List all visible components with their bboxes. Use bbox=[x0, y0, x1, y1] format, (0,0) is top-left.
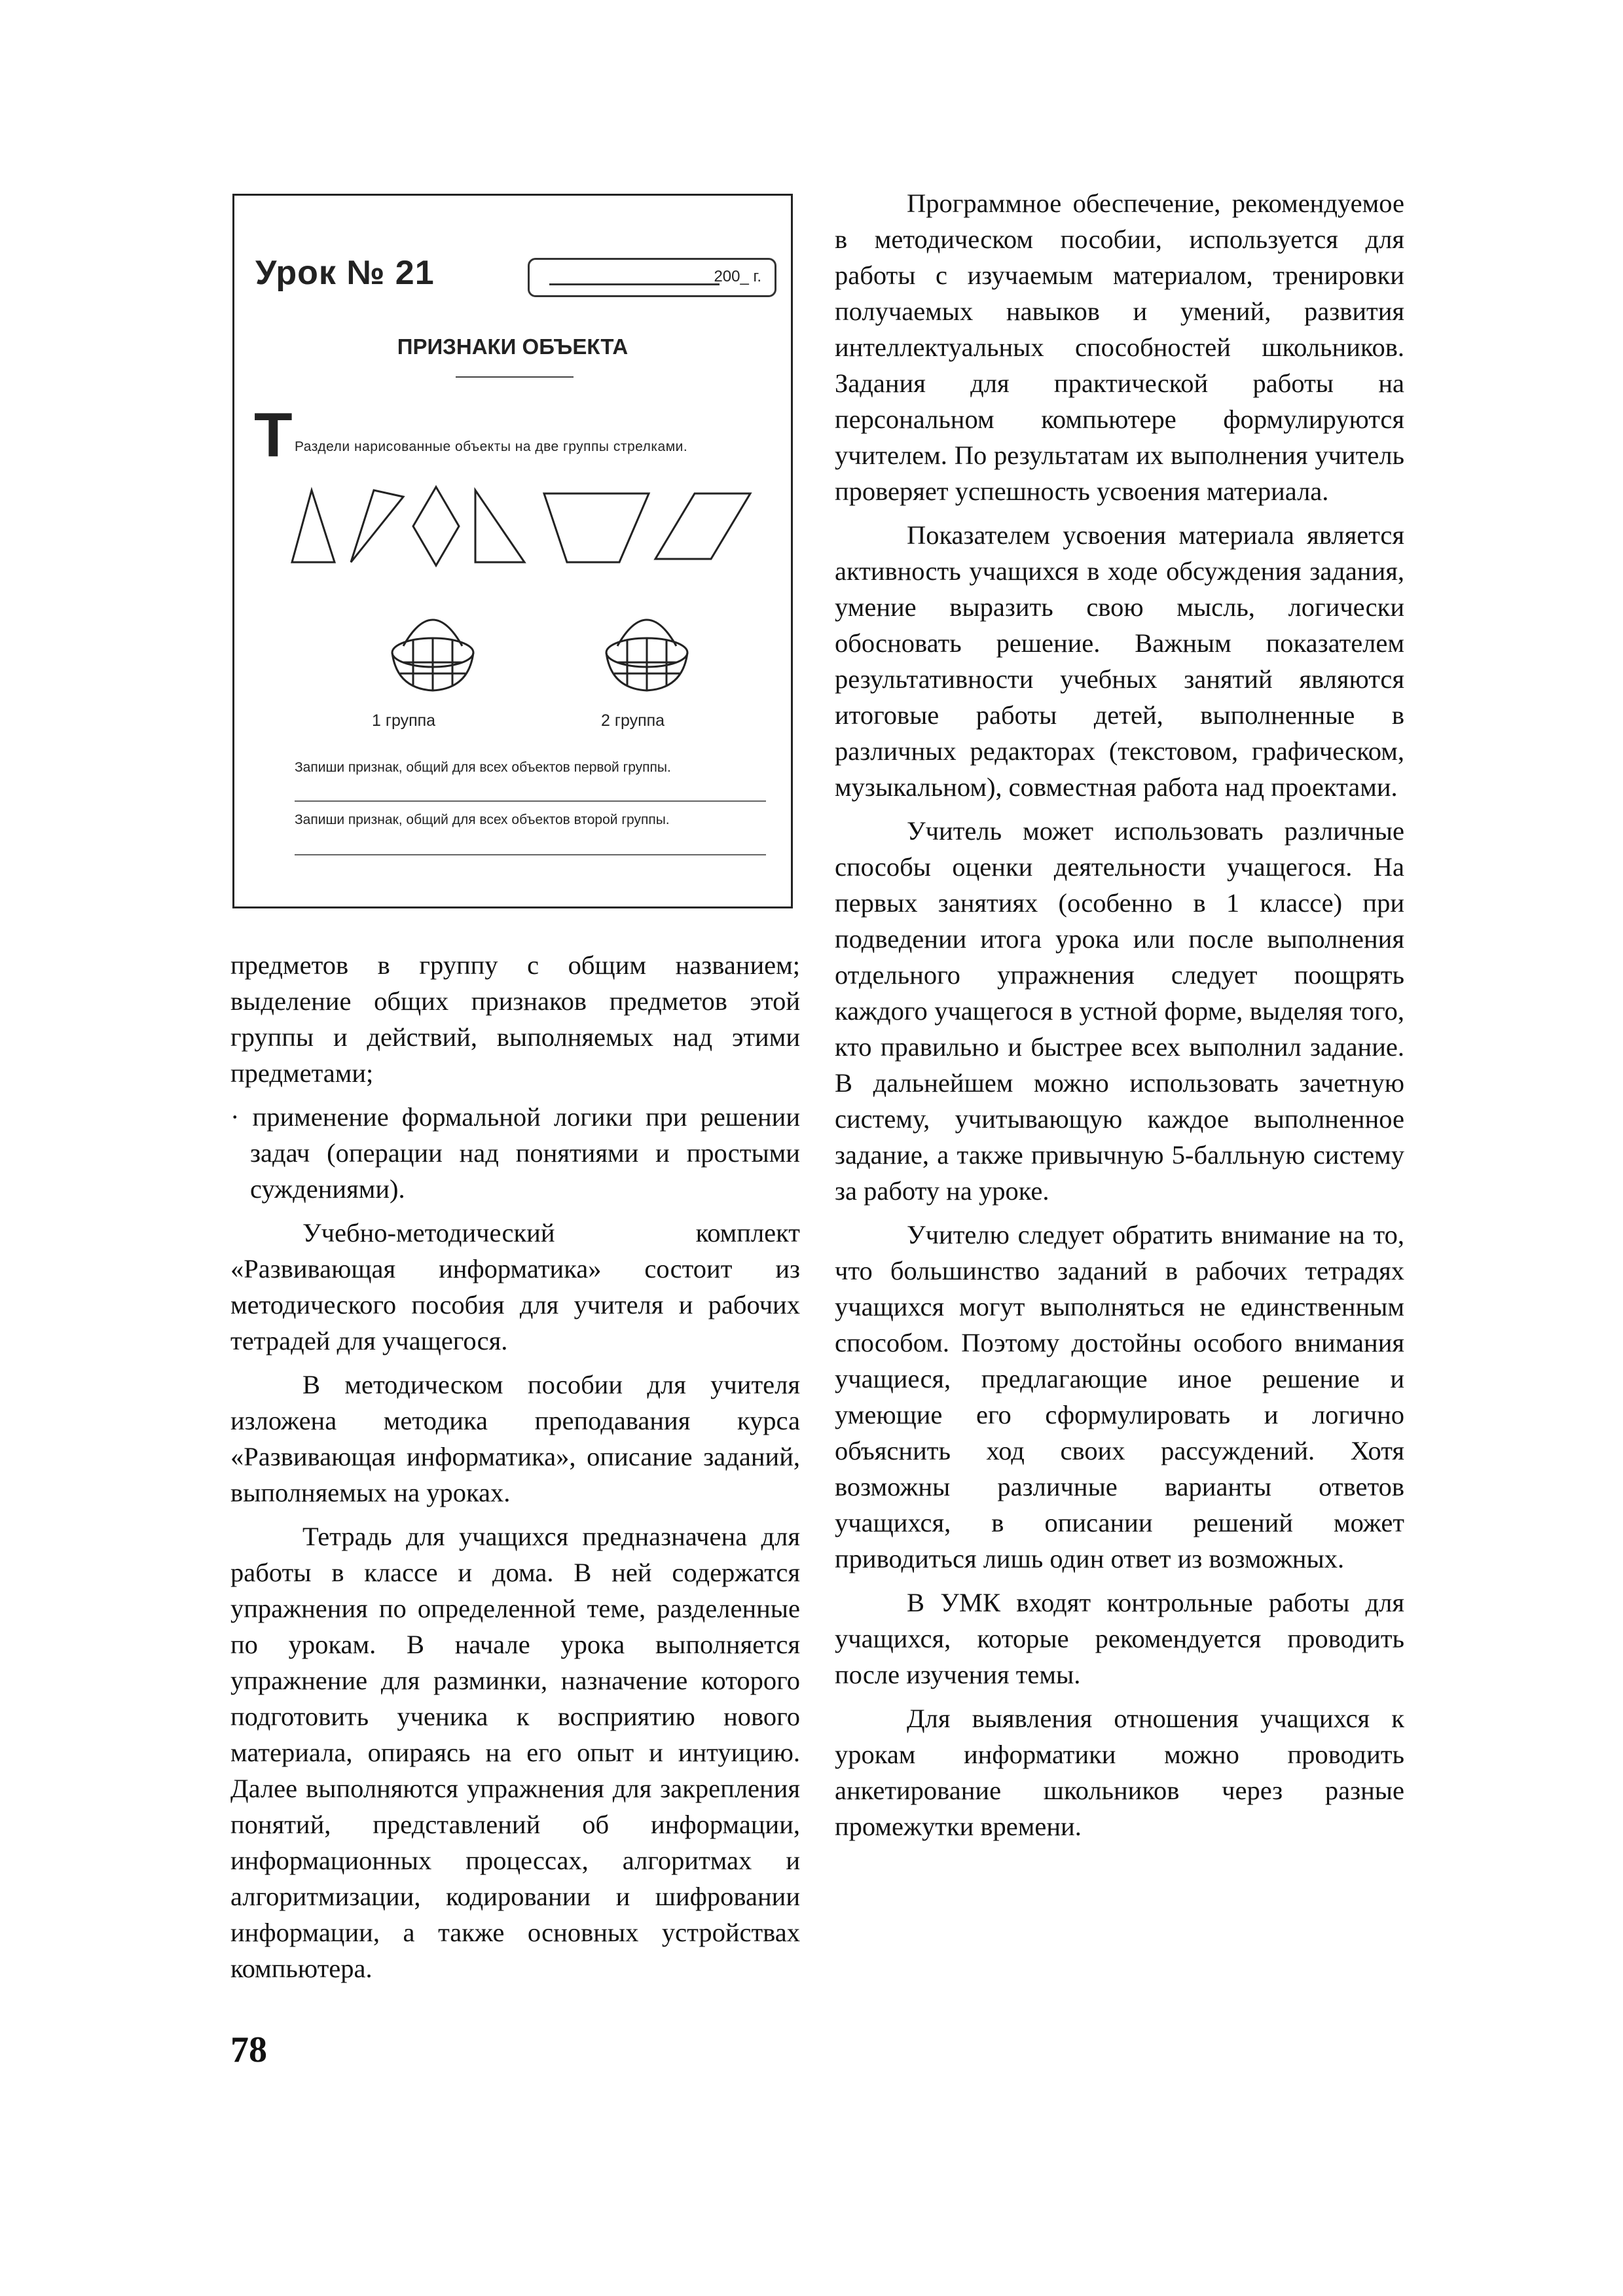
shapes-row bbox=[285, 477, 757, 575]
paragraph: В УМК входят контрольные работы для учащихся, которые рекомендуется проводить после изучения темы. bbox=[835, 1588, 1404, 1689]
paragraph: Учебно-методический комплект «Развивающая информатика» состоит из методического пособия для учителя и рабочих тетрадей для учащегося. bbox=[230, 1218, 800, 1355]
rhombus-shape bbox=[413, 487, 459, 565]
task-instruction: Раздели нарисованные объекты на две группы стрелками. bbox=[295, 439, 688, 454]
workbook-figure bbox=[232, 194, 793, 908]
bullet-paragraph: · применение формальной логики при решении задач (операции над понятиями и простыми суждениями). bbox=[230, 1102, 800, 1204]
triangle-shape-2 bbox=[351, 490, 403, 562]
trapezoid-shape bbox=[544, 493, 649, 562]
group2-label: 2 группа bbox=[601, 711, 665, 730]
group1-label: 1 группа bbox=[372, 711, 436, 730]
task-letter-icon: T bbox=[254, 400, 293, 470]
heading-underline bbox=[456, 376, 574, 378]
triangle-shape-3 bbox=[475, 490, 524, 562]
lesson-title: Урок № 21 bbox=[255, 254, 435, 292]
write-instruction-2: Запиши признак, общий для всех объектов второй группы. bbox=[295, 812, 670, 827]
date-box bbox=[528, 258, 776, 297]
paragraph: Показателем усвоения материала является активность учащихся в ходе обсуждения задания, умение выразить свою мысль, логически обосновать решение. Важным показателем результативности учебных занятий являются итоговые работы детей, выполненные в различных редакторах (текстовом, графическом, музыкальном), совместная работа над проектами. bbox=[835, 520, 1404, 802]
date-line bbox=[549, 283, 720, 285]
paragraph: предметов в группу с общим названием; выделение общих признаков предметов этой группы и действий, выполняемых над этими предметами; bbox=[230, 950, 800, 1088]
answer-line-1 bbox=[295, 800, 766, 802]
date-year: 200_ г. bbox=[714, 268, 761, 285]
left-column bbox=[230, 947, 800, 1986]
page-number: 78 bbox=[230, 2030, 267, 2070]
paragraph: Учителю следует обратить внимание на то, что большинство заданий в рабочих тетрадях учащихся могут выполняться не единственным способом. Поэтому достойны особого внимания учащиеся, предлагающие иное решение и умеющие его сформулировать и логично объяснить ход своих рассуждений. Хотя возможны различные варианты ответов учащихся, в описании решений может приводиться лишь один ответ из возможных. bbox=[835, 1220, 1404, 1573]
figure-heading: ПРИЗНАКИ ОБЪЕКТА bbox=[397, 334, 629, 359]
write-instruction-1: Запиши признак, общий для всех объектов первой группы. bbox=[295, 760, 671, 775]
paragraph: В методическом пособии для учителя изложена методика преподавания курса «Развивающая информатика», описание заданий, выполняемых на уроках. bbox=[230, 1370, 800, 1507]
basket-icon-2 bbox=[598, 600, 696, 698]
paragraph: Программное обеспечение, рекомендуемое в методическом пособии, используется для работы с изучаемым материалом, тренировки получаемых навыков и умений, развития интеллектуальных способностей школьников. Задания для практической работы на персональном компьютере формулируются учителем. По результатам их выполнения учитель проверяет успешность усвоения материала. bbox=[835, 188, 1404, 506]
answer-line-2 bbox=[295, 854, 766, 855]
paragraph: Для выявления отношения учащихся к урокам информатики можно проводить анкетирование школьников через разные промежутки времени. bbox=[835, 1704, 1404, 1841]
paragraph: Учитель может использовать различные способы оценки деятельности учащегося. На первых занятиях (особенно в 1 классе) при подведении итога урока или после выполнения отдельного упражнения следует поощрять каждого учащегося в устной форме, выделяя того, кто правильно и быстрее всех выполнил задание. В дальнейшем можно использовать зачетную систему, учитывающую каждое выполненное задание, а также привычную 5-балльную систему за работу на уроке. bbox=[835, 816, 1404, 1206]
parallelogram-shape bbox=[655, 493, 750, 559]
triangle-shape-1 bbox=[292, 490, 335, 562]
basket-icon-1 bbox=[384, 600, 482, 698]
paragraph: Тетрадь для учащихся предназначена для работы в классе и дома. В ней содержатся упражнения по определенной теме, разделенные по урокам. В начале урока выполняется упражнение для разминки, назначение которого подготовить ученика к восприятию нового материала, опираясь на его опыт и интуицию. Далее выполняются упражнения для закрепления понятий, представлений об информации, информационных процессах, алгоритмах и алгоритмизации, кодировании и шифровании информации, а также основных устройствах компьютера. bbox=[230, 1522, 800, 1983]
right-column bbox=[835, 185, 1404, 1844]
